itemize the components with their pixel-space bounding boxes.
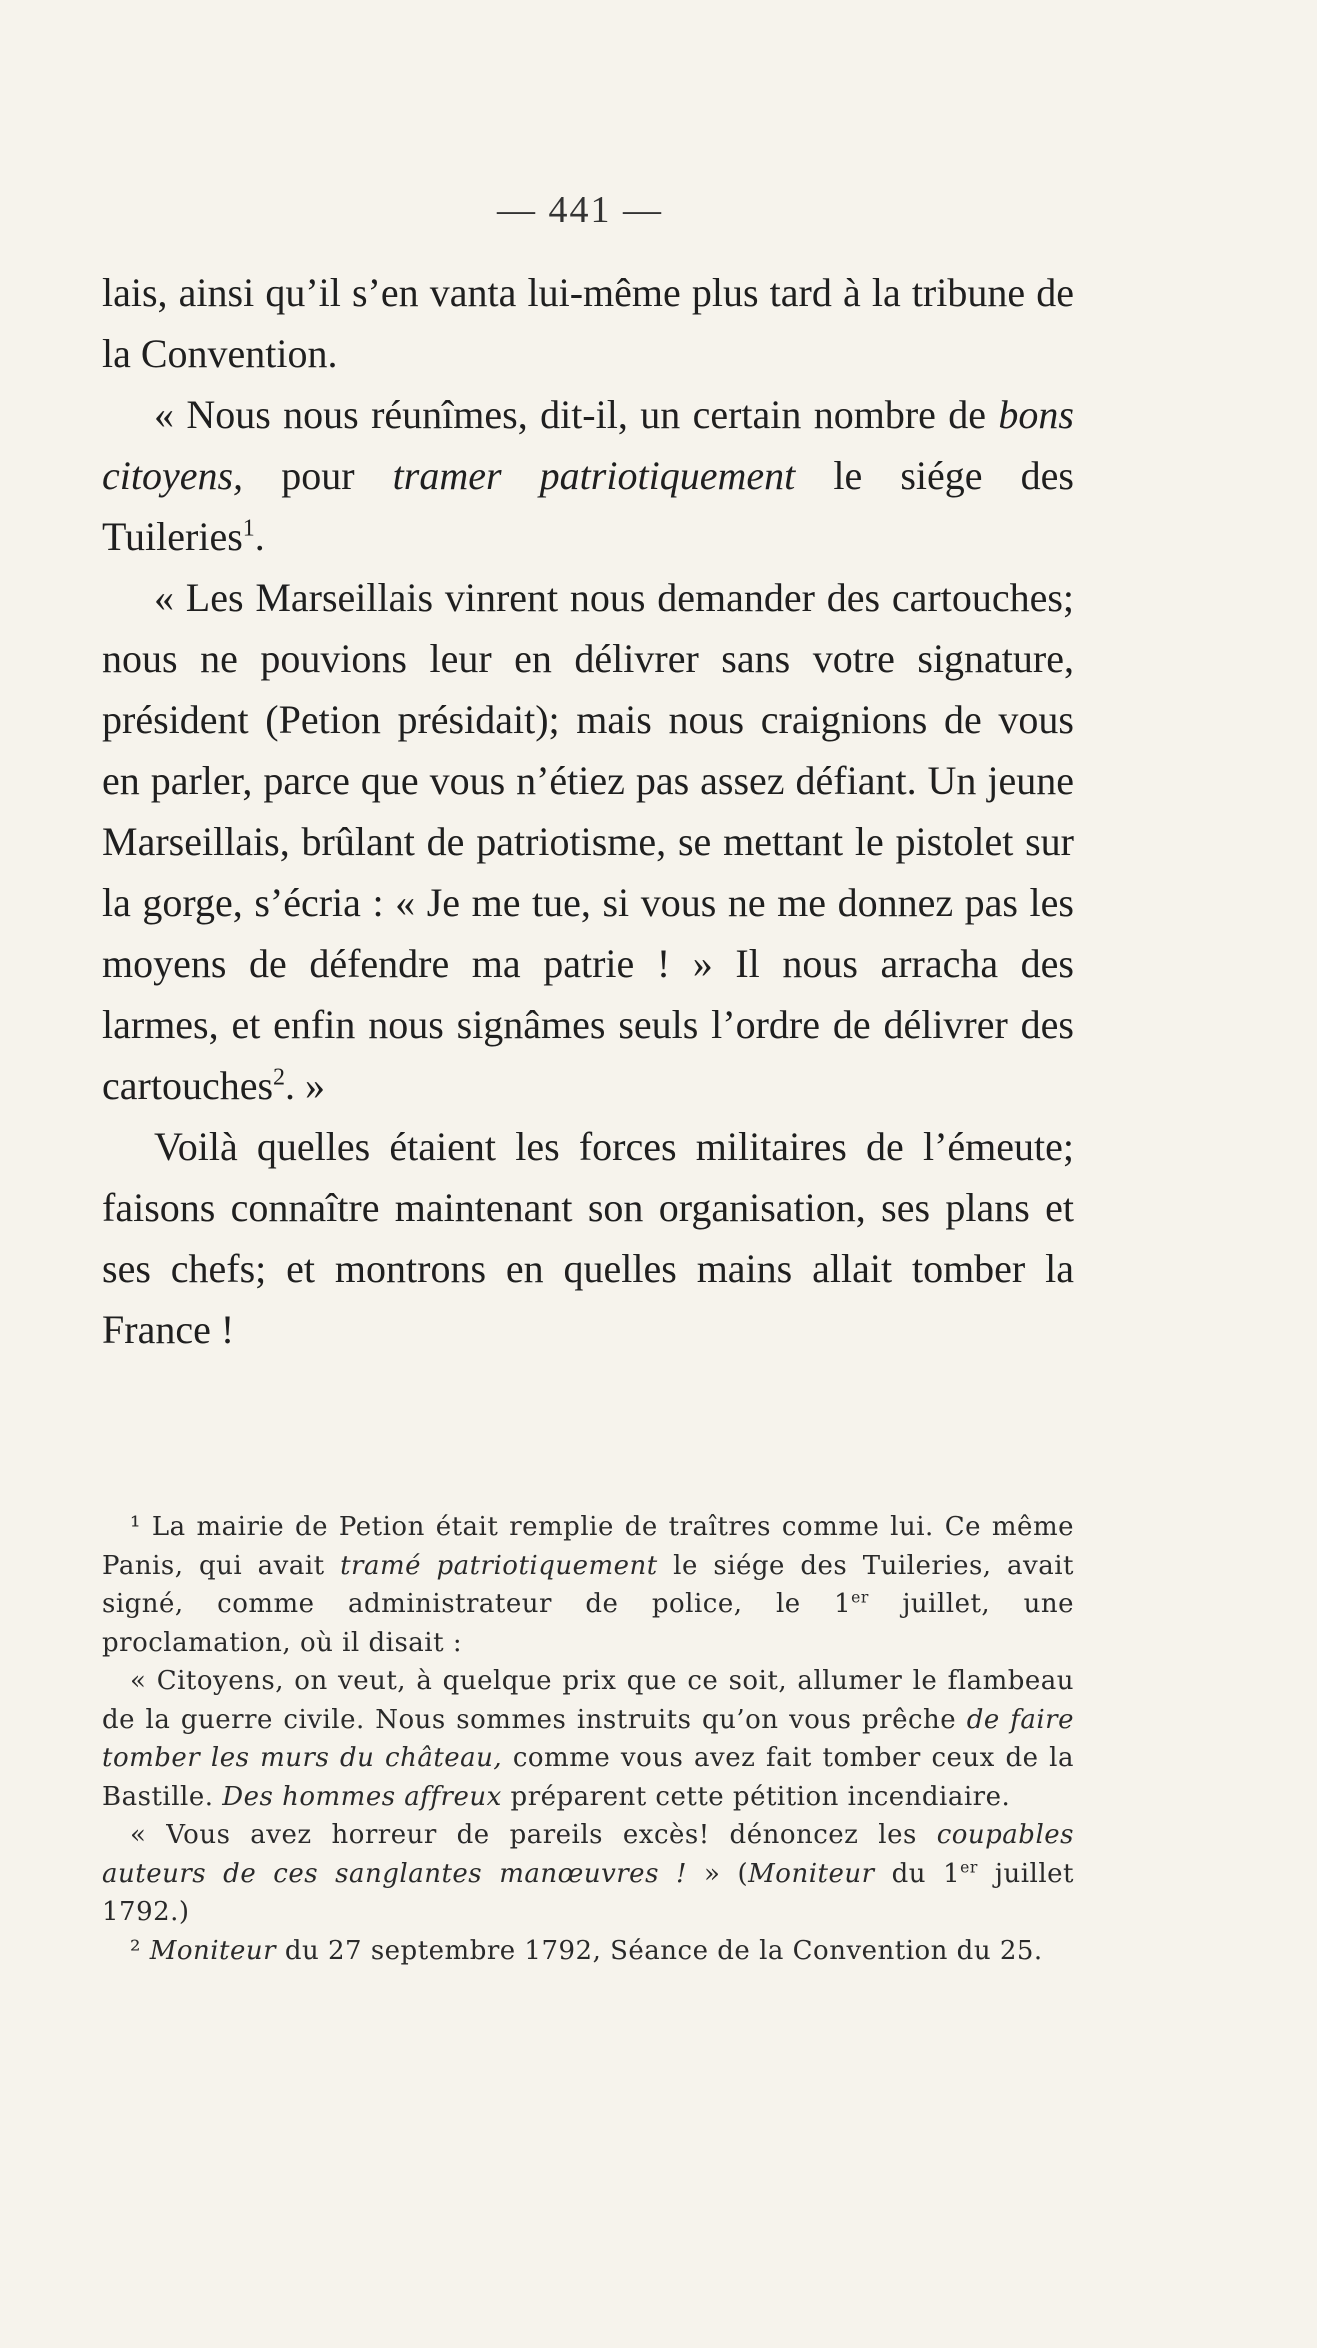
italic-phrase: Des hommes affreux: [222, 1781, 502, 1812]
paragraph-2: [102, 384, 1074, 567]
footnote-text: La mairie de Petion était remplie de traîtres comme lui. Ce même Panis, qui avait: [102, 1512, 1074, 1581]
italic-phrase: tramé patriotiquement: [340, 1550, 658, 1581]
paragraph-text: le siége des Tuileries: [102, 453, 1075, 559]
footnote-1: [102, 1508, 1074, 1662]
paragraph-text: . »: [285, 1063, 326, 1108]
footnote-text: « Citoyens, on veut, à quelque prix que ce soit, allumer le flambeau de la guerre civile. Nous sommes instruits qu’on vous prêche: [102, 1666, 1074, 1735]
footnote-2: [102, 1932, 1074, 1971]
italic-phrase: de faire tomber les murs du château,: [102, 1704, 1074, 1773]
footnote-text: [141, 1936, 150, 1966]
body-text: [102, 262, 1074, 1360]
footnote-text: du 27 septembre 1792, Séance de la Convention du 25.: [276, 1935, 1043, 1966]
footnote-text: juillet 1792.): [102, 1858, 1074, 1927]
footnote-text: comme vous avez fait tomber ceux de la Bastille.: [102, 1743, 1074, 1812]
paragraph-4: [102, 1116, 1074, 1360]
page-number: — 441 —: [497, 189, 663, 231]
footnote-text: du 1: [874, 1858, 961, 1889]
ordinal-superscript: er: [851, 1588, 869, 1607]
footnote-text: préparent cette pétition incendiaire.: [501, 1781, 1011, 1812]
footnote-text: « Vous avez horreur de pareils excès! dénoncez les: [130, 1820, 937, 1850]
footnote-1-quote-end: [102, 1816, 1074, 1932]
footnotes: [102, 1508, 1074, 1970]
footnote-marker: ²: [130, 1935, 141, 1966]
paragraph-1: [102, 262, 1074, 384]
ordinal-superscript: er: [960, 1857, 978, 1876]
footnote-1-quote: [102, 1662, 1074, 1816]
footnote-reference: 1: [242, 515, 255, 542]
footnote-marker: ¹: [130, 1512, 141, 1542]
paragraph-text: lais, ainsi qu’il s’en vanta lui-même plus tard à la tribune de la Convention.: [102, 270, 1074, 376]
italic-phrase: tramer patriotiquement: [392, 453, 796, 498]
paragraph-text: .: [254, 514, 265, 559]
footnote-text: » (: [686, 1858, 749, 1889]
italic-phrase: coupables auteurs de ces sanglantes manœuvres !: [102, 1820, 1074, 1889]
italic-phrase: bons citoyens,: [102, 392, 1074, 498]
footnote-reference: 2: [273, 1064, 286, 1091]
italic-phrase: Moniteur: [149, 1935, 277, 1966]
paragraph-3: [102, 567, 1074, 1116]
footnote-text: le siége des Tuileries, avait signé, comme administrateur de police, le 1: [102, 1550, 1074, 1619]
italic-phrase: Moniteur: [748, 1858, 875, 1889]
paragraph-text: pour: [243, 453, 393, 498]
paragraph-text: « Nous nous réunîmes, dit-il, un certain nombre de: [154, 392, 999, 437]
paragraph-text: « Les Marseillais vinrent nous demander des cartouches; nous ne pouvions leur en délivrer sans votre signature, président (Petion présidait); mais nous craignions de vous en parler, parce que vous n’étiez pas assez défiant. Un jeune Marseillais, brûlant de patriotisme, se mettant le pistolet sur la gorge, s’écria : « Je me tue, si vous ne me donnez pas les moyens de défendre ma patrie ! » Il nous arracha des larmes, et enfin nous signâmes seuls l’ordre de délivrer des cartouches: [102, 575, 1074, 1108]
footnote-text: juillet, une proclamation, où il disait :: [102, 1589, 1075, 1658]
paragraph-text: Voilà quelles étaient les forces militaires de l’émeute; faisons connaître maintenant son organisation, ses plans et ses chefs; et montrons en quelles mains allait tomber la France !: [102, 1124, 1074, 1352]
